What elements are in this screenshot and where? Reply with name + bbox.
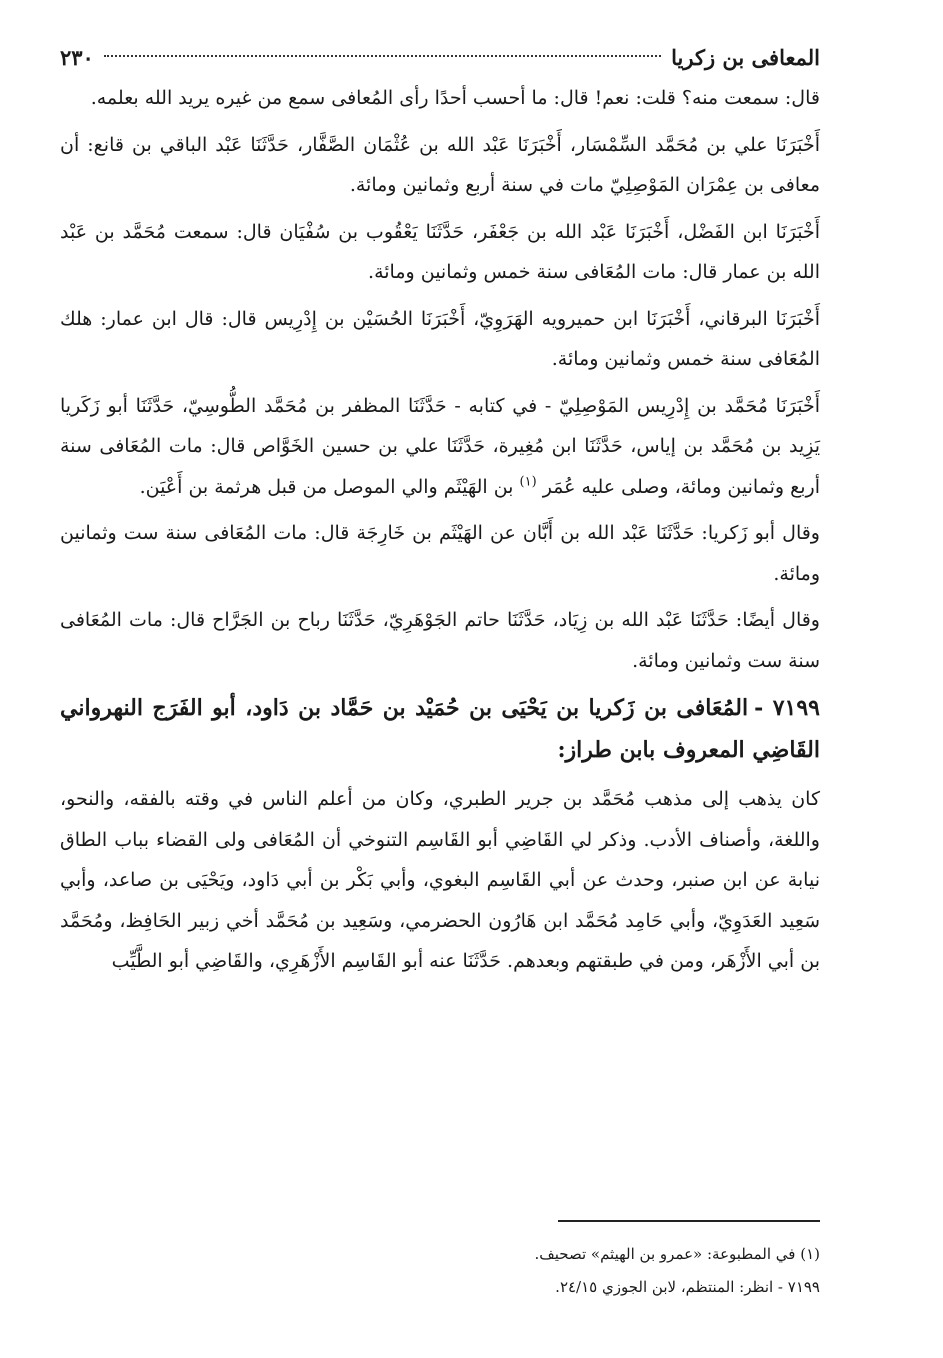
entry-number: ٧١٩٩ - <box>754 695 820 721</box>
running-header <box>60 38 820 78</box>
footnote: ٧١٩٩ - انظر: المنتظم، لابن الجوزي ٢٤/١٥. <box>555 1278 820 1296</box>
paragraph: أَخْبَرَنَا ابن الفَضْل، أَخْبَرَنَا عَبْد الله بن جَعْفَر، حَدَّثَنَا يَعْقُوب بن سُفْيَان قال: سمعت مُحَمَّد بن عَبْد الله بن عمار قال: مات المُعَافى سنة خمس وثمانين ومائة. <box>60 220 820 283</box>
page-number: ٢٣٠ <box>60 45 94 70</box>
footnote-divider <box>558 1220 820 1222</box>
entry-paragraph: كان يذهب إلى مذهب مُحَمَّد بن جرير الطبري، وكان من أعلم الناس في وقته بالفقه، والنحو، واللغة، وأصناف الأدب. وذكر لي القَاضِي أبو القَاسِم التنوخي أن المُعَافى ولى القضاء بباب الطاق نيابة عن ابن صنبر، وحدث عن أبي القَاسِم البغوي، وأبي بَكْر بن أبي دَاود، ويَحْيَى بن صاعد، وأبي سَعِيد العَدَوِيّ، وأبي حَامِد مُحَمَّد ابن هَارُون الحضرمي، وسَعِيد بن مُحَمَّد أخي زبير الحَافِظ، ومُحَمَّد بن أبي الأَزْهَر، ومن في طبقتهم وبعدهم. حَدَّثَنَا عنه أبو القَاسِم الأَزْهَرِي، والقَاضِي أبو الطَّيِّب <box>60 788 820 972</box>
paragraph-text-before-note: أَخْبَرَنَا مُحَمَّد بن إِدْرِيس المَوْصِلِيّ - في كتابه - حَدَّثَنَا المظفر بن مُحَمَّد الطُّوسِيّ، حَدَّثَنَا أبو زَكَريا يَزِيد بن مُحَمَّد بن إياس، حَدَّثَنَا ابن مُغِيرة، حَدَّثَنَا علي بن حسين الخَوَّاص قال: مات المُعَافى سنة أربع وثمانين ومائة، وصلى عليه عُمَر <box>60 394 820 498</box>
paragraph-with-footnote <box>60 386 820 508</box>
footnote-marker: (١) <box>519 474 537 490</box>
main-text <box>60 78 820 982</box>
paragraph: قال: سمعت منه؟ قلت: نعم! قال: ما أحسب أحدًا رأى المُعافى سمع من غيره يريد الله بعلمه. <box>90 87 820 109</box>
paragraph-text-after-note: بن الهَيْثَم والي الموصل من قبل هرثمة بن أَعْيَن. <box>139 475 514 498</box>
paragraph: وقال أبو زَكريا: حَدَّثَنَا عَبْد الله بن أَبَّان عن الهَيْثَم بن خَارِجَة قال: مات المُعَافى سنة ست وثمانين ومائة. <box>60 522 820 585</box>
footnotes <box>120 1238 820 1304</box>
paragraph: أَخْبَرَنَا علي بن مُحَمَّد السِّمْسَار، أَخْبَرَنَا عَبْد الله بن عُثْمَان الصَّفَّار، حَدَّثَنَا عَبْد الباقي بن قانع: أن معافى بن عِمْرَان المَوْصِلِيّ مات في سنة أربع وثمانين ومائة. <box>60 133 820 196</box>
running-title: المعافى بن زكريا <box>671 45 820 70</box>
entry-name: المُعَافى بن زَكريا بن يَحْيَى بن حُمَيْد بن حَمَّاد بن دَاود، أبو الفَرَج النهرواني القَاضِي المعروف بابن طراز: <box>60 695 820 763</box>
header-dot-leader <box>104 55 661 57</box>
paragraph: أَخْبَرَنَا البرقاني، أَخْبَرَنَا ابن حميرويه الهَرَوِيّ، أَخْبَرَنَا الحُسَيْن بن إِدْرِيس قال: قال ابن عمار: هلك المُعَافى سنة خمس وثمانين ومائة. <box>60 307 820 370</box>
book-page <box>60 38 820 988</box>
footnote: (١) في المطبوعة: «عمرو بن الهيثم» تصحيف. <box>534 1245 820 1263</box>
paragraph: وقال أيضًا: حَدَّثَنَا عَبْد الله بن زِيَاد، حَدَّثَنَا حاتم الجَوْهَرِيّ، حَدَّثَنَا رباح بن الجَرَّاح قال: مات المُعَافى سنة ست وثمانين ومائة. <box>60 609 820 672</box>
biography-entry-heading <box>60 687 820 771</box>
